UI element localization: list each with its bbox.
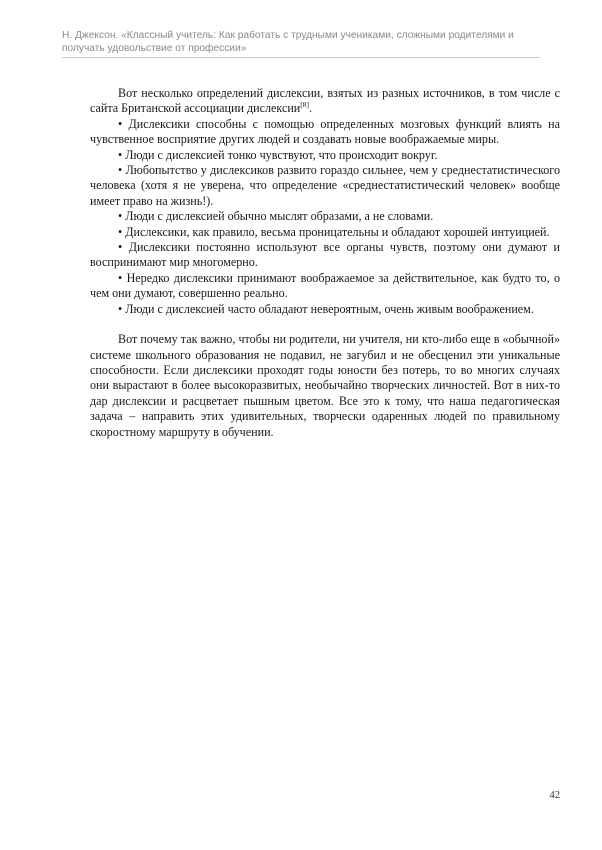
footnote-reference: [8] bbox=[300, 100, 310, 110]
intro-text: Вот несколько определений дислексии, взятых из разных источников, в том числе с сайта Британской ассоциации дислексии bbox=[90, 86, 560, 116]
page-number: 42 bbox=[549, 790, 560, 801]
header-divider bbox=[62, 57, 540, 58]
bullet-item: • Дислексики способны с помощью определенных мозговых функций влиять на чувственное восприятие других людей и создавать новые воображаемые миры. bbox=[90, 116, 560, 147]
running-header: Н. Джексон. «Классный учитель: Как работать с трудными учениками, сложными родителями и получать удовольствие от профессии» bbox=[62, 30, 514, 54]
bullet-item: • Люди с дислексией обычно мыслят образами, а не словами. bbox=[118, 209, 434, 224]
intro-paragraph bbox=[90, 86, 560, 117]
bullet-item: • Люди с дислексией часто обладают невероятным, очень живым воображением. bbox=[118, 301, 534, 316]
bullet-item: • Любопытство у дислексиков развито гораздо сильнее, чем у среднестатистического человека (хотя я не уверена, что определение «среднестатистический человек» вообще имеет право на жизнь!). bbox=[90, 163, 560, 208]
conclusion-paragraph: Вот почему так важно, чтобы ни родители, ни учителя, ни кто-либо еще в «обычной» системе школьного образования не подавил, не загубил и не обесценил эти уникальные способности. Если дислексики проходят годы юности без потерь, то во многих случаях они вырастают в более высокоразвитых, необычайно творческих личностей. Вот в них-то дар дислексии и расцветает пышным цветом. Все это к тому, что наша педагогическая задача – направить этих удивительных, творчески одаренных людей по правильному скоростному маршруту в обучении. bbox=[90, 332, 560, 439]
intro-end: . bbox=[309, 101, 313, 116]
bullet-item: • Дислексики, как правило, весьма проницательны и обладают хорошей интуицией. bbox=[118, 224, 550, 239]
bullet-item: • Нередко дислексики принимают воображаемое за действительное, как будто то, о чем они думают, совершенно реально. bbox=[90, 270, 560, 301]
bullet-item: • Люди с дислексией тонко чувствуют, что происходит вокруг. bbox=[118, 147, 438, 162]
body-text bbox=[90, 86, 560, 440]
bullet-item: • Дислексики постоянно используют все органы чувств, поэтому они думают и воспринимают мир многомерно. bbox=[90, 240, 560, 270]
